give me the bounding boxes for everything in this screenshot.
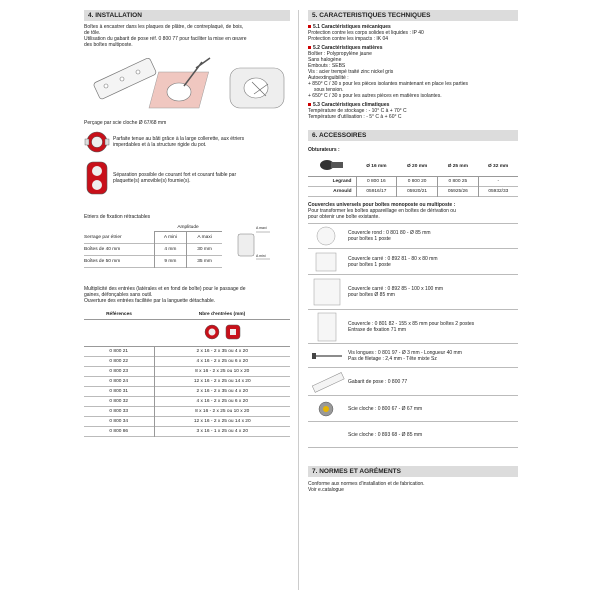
- etriers-row: Boîtes de 50 mm 9 mm 35 mm: [84, 255, 222, 267]
- dim-min-label: A mini: [256, 254, 266, 258]
- obturateurs-label: Obturateurs :: [308, 147, 340, 153]
- mechanical-lines: Protection contre les corps solides et liquides : IP 40 Protection contre les impacts : IK 04: [308, 30, 424, 42]
- entries-text: [84, 286, 290, 304]
- accessory-item: Couvercle : 0 801 82 - 155 x 85 mm pour boîtes 2 postes Entraxe de fixation 71 mm: [308, 310, 518, 344]
- col-entries-header: Nbre d'entrées (mm): [198, 311, 246, 317]
- entries-line: Multiplicité des entrées (latérales et en fond de boîte) pour le passage de: [84, 285, 246, 292]
- installation-illustrations: [84, 52, 290, 120]
- table-row: 0 800 86 3 x 16 - 1 x 25 ou 4 x 20: [84, 426, 290, 436]
- etriers-row: Boîtes de 40 mm 4 mm 30 mm: [84, 243, 222, 255]
- etriers-title: Etriers de fixation rétractables: [84, 214, 151, 220]
- feature2-line: Séparation possible de courant fort et courant faible par: [113, 172, 237, 178]
- section-header-norms: 7. NORMES ET AGRÉMENTS: [308, 466, 518, 477]
- feature-row-1: [84, 130, 290, 154]
- table-row: 0 800 24 12 x 16 - 2 x 25 ou 14 x 20: [84, 376, 290, 386]
- feature-row-2: [84, 160, 290, 196]
- entries-table: [84, 310, 290, 437]
- etriers-table: [84, 224, 222, 268]
- obturateurs-table: [308, 156, 518, 197]
- table-row: 0 800 34 12 x 16 - 2 x 25 ou 14 x 20: [84, 416, 290, 426]
- size-header: Ø 25 mm: [447, 163, 468, 169]
- etrier-diagram: [234, 226, 274, 269]
- table-row: 0 800 22 4 x 16 - 2 x 25 ou 6 x 20: [84, 356, 290, 366]
- table-row: 0 800 33 8 x 16 - 2 x 25 ou 10 x 20: [84, 406, 290, 416]
- double-cover-icon: [308, 311, 348, 343]
- intro-line: Utilisation du gabarit de pose réf. 0 800 77 pour faciliter la mise en œuvre: [84, 36, 247, 42]
- installation-intro: [84, 24, 290, 48]
- obturateur-row: Arnould 05916/17 05920/21 05925/26 05932/33: [308, 187, 518, 197]
- accessory-item: Couvercle rond : 0 801 80 - Ø 85 mm pour boîtes 1 poste: [308, 224, 518, 249]
- subsection-climatic: 5.3 Caractéristiques climatiques: [308, 102, 518, 108]
- amplitude-header: Amplitude: [154, 224, 222, 232]
- section-header-tech: 5. CARACTERISTIQUES TECHNIQUES: [308, 10, 518, 21]
- feature2-line: plaquette(s) amovible(s) fournie(s).: [113, 178, 191, 184]
- intro-line: de tôle.: [84, 30, 101, 36]
- subsection-mechanical: 5.1 Caractéristiques mécaniques: [308, 24, 518, 30]
- accessory-item: Gabarit de pose : 0 800 77: [308, 368, 518, 396]
- etriers-block: [84, 224, 290, 268]
- specs-column: [308, 10, 518, 493]
- feature1-line: imperdables et à la structure rigide du pot.: [113, 142, 207, 148]
- size-header: Ø 20 mm: [406, 163, 428, 169]
- hole-saw-icon: [308, 398, 348, 420]
- section-header-installation: 4. INSTALLATION: [84, 10, 290, 21]
- accessory-item: Vis longues : 0 801 97 - Ø 3 mm - Longueur 40 mm Pas de filetage : 2,4 mm - Tête mixte Sz: [308, 344, 518, 368]
- covers-text: Pour transformer les boîtes appareillage en boîtes de dérivation ou pour obtenir une boîte existante.: [308, 208, 456, 220]
- subsection-materials: 5.2 Caractéristiques matières: [308, 45, 518, 51]
- covers-title: Couvercles universels pour boîtes monoposte ou multiposte :: [308, 202, 456, 208]
- round-cover-icon: [308, 224, 348, 248]
- etriers-row: Serrage par étrier A mini A maxi: [84, 232, 222, 244]
- separator-box-icon: [84, 160, 110, 196]
- intro-line: des boîtes multiposte.: [84, 42, 133, 48]
- size-header: Ø 32 mm: [487, 163, 509, 169]
- intro-line: Boîtes à encastrer dans les plaques de plâtre, de contreplaqué, de bois,: [84, 24, 244, 30]
- accessory-item: Couvercle carré : 0 892 81 - 80 x 80 mm pour boîtes 1 poste: [308, 249, 518, 275]
- column-divider: [298, 10, 299, 590]
- feature1-line: Parfaite tenue au bâti grâce à la large collerette, aux étriers: [113, 136, 245, 142]
- etrier-drawing: [234, 226, 274, 264]
- obturateur-row: Legrand 0 800 16 0 800 20 0 800 25 -: [308, 177, 518, 187]
- template-icon: [308, 369, 348, 395]
- hole-saw-large-icon: [308, 424, 348, 446]
- col-ref-header: Références: [106, 311, 132, 317]
- table-row: 0 800 23 8 x 16 - 2 x 25 ou 10 x 20: [84, 366, 290, 376]
- table-row: 0 800 32 4 x 16 - 2 x 25 ou 6 x 20: [84, 396, 290, 406]
- accessory-item: Couvercle carré : 0 892 85 - 100 x 100 mm pour boîtes Ø 85 mm: [308, 275, 518, 310]
- table-row: 0 800 21 2 x 16 - 2 x 35 ou 4 x 20: [84, 346, 290, 356]
- screw-icon: [308, 346, 348, 366]
- materials-lines: Boîtier : Polypropylène jaune Sans halogène Embouts : SEBS Vis : acier trempé traité zinc nickel gris Autoextinguibilité : + 850° C / 30 s pour les pièces isolantes maintenant en place les parties sous tension. + 650° C / 30 s pour les autres pièces en matières isolantes.: [308, 51, 469, 99]
- plug-icon: [317, 158, 347, 172]
- square-cover-icon: [308, 250, 348, 274]
- drill-info: Perçage par scie cloche Ø 67/68 mm: [84, 120, 167, 126]
- installation-column: [84, 10, 290, 437]
- size-header: Ø 16 mm: [366, 163, 387, 169]
- accessory-list: [308, 223, 518, 448]
- table-row: 0 800 31 2 x 16 - 2 x 35 ou 4 x 20: [84, 386, 290, 396]
- entries-line: Ouverture des entrées facilitée par la languette détachable.: [84, 297, 216, 304]
- entries-line: gaines, défonçables sans outil.: [84, 291, 153, 298]
- installation-drawing: [84, 52, 290, 120]
- large-square-cover-icon: [308, 276, 348, 308]
- dim-max-label: A maxi: [256, 226, 267, 230]
- accessory-item: Scie cloche : 0 800 67 - Ø 67 mm: [308, 396, 518, 422]
- accessory-item: Scie cloche : 0 893 68 - Ø 85 mm: [308, 422, 518, 448]
- climatic-lines: Température de stockage : - 10° C à + 70° C Température d'utilisation : - 5° C à + 60° C: [308, 108, 407, 120]
- norms-text: Conforme aux normes d'installation et de fabrication. Voir e.catalogue: [308, 481, 425, 493]
- section-header-accessories: 6. ACCESSOIRES: [308, 130, 518, 141]
- entry-boxes-icon: [200, 323, 244, 341]
- box-collar-icon: [84, 130, 110, 154]
